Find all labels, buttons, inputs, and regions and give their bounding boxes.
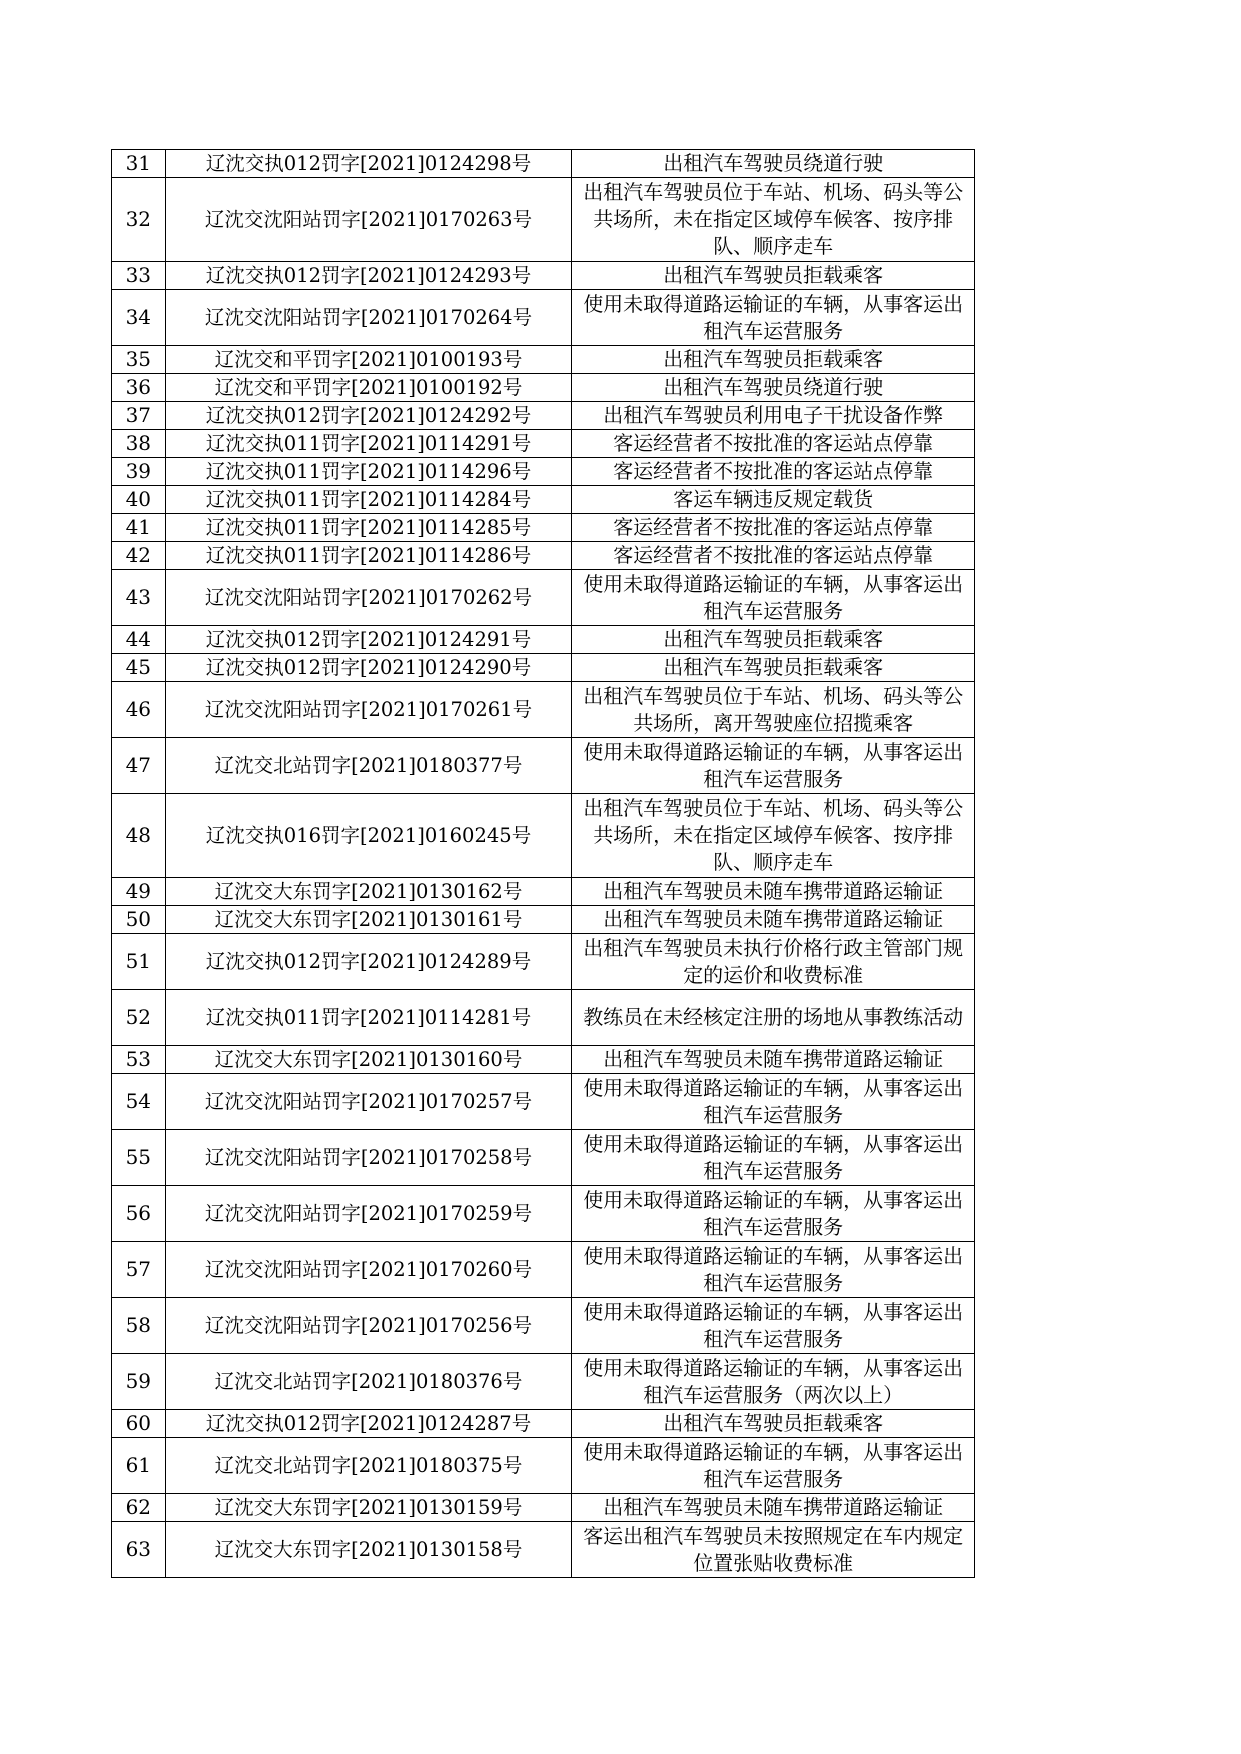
table-row bbox=[112, 1354, 975, 1410]
table-row bbox=[112, 570, 975, 626]
violation-reason-cell: 使用未取得道路运输证的车辆，从事客运出租汽车运营服务 bbox=[572, 738, 975, 794]
table-row bbox=[112, 794, 975, 878]
row-number-cell: 58 bbox=[112, 1298, 166, 1354]
violation-reason-cell: 出租汽车驾驶员拒载乘客 bbox=[572, 346, 975, 374]
table-row bbox=[112, 1074, 975, 1130]
row-number-cell: 51 bbox=[112, 934, 166, 990]
row-number-cell: 49 bbox=[112, 878, 166, 906]
table-row bbox=[112, 654, 975, 682]
row-number-cell: 57 bbox=[112, 1242, 166, 1298]
row-number-cell: 43 bbox=[112, 570, 166, 626]
violation-reason-cell: 出租汽车驾驶员绕道行驶 bbox=[572, 150, 975, 178]
row-number-cell: 63 bbox=[112, 1522, 166, 1578]
document-number-cell: 辽沈交执011罚字[2021]0114281号 bbox=[165, 990, 572, 1046]
table-row bbox=[112, 514, 975, 542]
row-number-cell: 52 bbox=[112, 990, 166, 1046]
violation-reason-cell: 使用未取得道路运输证的车辆，从事客运出租汽车运营服务 bbox=[572, 1242, 975, 1298]
document-number-cell: 辽沈交沈阳站罚字[2021]0170264号 bbox=[165, 290, 572, 346]
row-number-cell: 47 bbox=[112, 738, 166, 794]
violation-reason-cell: 教练员在未经核定注册的场地从事教练活动 bbox=[572, 990, 975, 1046]
table-row bbox=[112, 906, 975, 934]
violation-reason-cell: 出租汽车驾驶员未执行价格行政主管部门规定的运价和收费标准 bbox=[572, 934, 975, 990]
document-number-cell: 辽沈交执012罚字[2021]0124291号 bbox=[165, 626, 572, 654]
violation-reason-cell: 出租汽车驾驶员位于车站、机场、码头等公共场所，离开驾驶座位招揽乘客 bbox=[572, 682, 975, 738]
table-row bbox=[112, 262, 975, 290]
document-number-cell: 辽沈交沈阳站罚字[2021]0170256号 bbox=[165, 1298, 572, 1354]
violation-reason-cell: 出租汽车驾驶员未随车携带道路运输证 bbox=[572, 878, 975, 906]
table-row bbox=[112, 626, 975, 654]
violation-reason-cell: 客运车辆违反规定载货 bbox=[572, 486, 975, 514]
document-number-cell: 辽沈交执012罚字[2021]0124290号 bbox=[165, 654, 572, 682]
document-number-cell: 辽沈交和平罚字[2021]0100192号 bbox=[165, 374, 572, 402]
document-number-cell: 辽沈交沈阳站罚字[2021]0170260号 bbox=[165, 1242, 572, 1298]
violation-reason-cell: 客运经营者不按批准的客运站点停靠 bbox=[572, 514, 975, 542]
table-row bbox=[112, 1186, 975, 1242]
row-number-cell: 54 bbox=[112, 1074, 166, 1130]
table-row bbox=[112, 1522, 975, 1578]
document-number-cell: 辽沈交执012罚字[2021]0124289号 bbox=[165, 934, 572, 990]
row-number-cell: 44 bbox=[112, 626, 166, 654]
row-number-cell: 48 bbox=[112, 794, 166, 878]
violation-reason-cell: 使用未取得道路运输证的车辆，从事客运出租汽车运营服务 bbox=[572, 1074, 975, 1130]
violation-reason-cell: 出租汽车驾驶员未随车携带道路运输证 bbox=[572, 1494, 975, 1522]
table-row bbox=[112, 1438, 975, 1494]
row-number-cell: 46 bbox=[112, 682, 166, 738]
table-row bbox=[112, 878, 975, 906]
violation-reason-cell: 使用未取得道路运输证的车辆，从事客运出租汽车运营服务 bbox=[572, 1438, 975, 1494]
row-number-cell: 59 bbox=[112, 1354, 166, 1410]
violation-reason-cell: 使用未取得道路运输证的车辆，从事客运出租汽车运营服务 bbox=[572, 570, 975, 626]
table-row bbox=[112, 1298, 975, 1354]
violation-reason-cell: 出租汽车驾驶员位于车站、机场、码头等公共场所，未在指定区域停车候客、按序排队、顺序走车 bbox=[572, 178, 975, 262]
table-row bbox=[112, 1130, 975, 1186]
table-row bbox=[112, 738, 975, 794]
row-number-cell: 53 bbox=[112, 1046, 166, 1074]
table-row bbox=[112, 458, 975, 486]
document-number-cell: 辽沈交执011罚字[2021]0114285号 bbox=[165, 514, 572, 542]
row-number-cell: 55 bbox=[112, 1130, 166, 1186]
violation-reason-cell: 客运经营者不按批准的客运站点停靠 bbox=[572, 430, 975, 458]
violation-reason-cell: 出租汽车驾驶员绕道行驶 bbox=[572, 374, 975, 402]
row-number-cell: 33 bbox=[112, 262, 166, 290]
document-number-cell: 辽沈交和平罚字[2021]0100193号 bbox=[165, 346, 572, 374]
document-number-cell: 辽沈交北站罚字[2021]0180377号 bbox=[165, 738, 572, 794]
table-row bbox=[112, 990, 975, 1046]
violation-reason-cell: 使用未取得道路运输证的车辆，从事客运出租汽车运营服务 bbox=[572, 290, 975, 346]
row-number-cell: 31 bbox=[112, 150, 166, 178]
row-number-cell: 56 bbox=[112, 1186, 166, 1242]
table-row bbox=[112, 486, 975, 514]
penalty-records-body bbox=[112, 150, 975, 1578]
violation-reason-cell: 客运经营者不按批准的客运站点停靠 bbox=[572, 458, 975, 486]
document-number-cell: 辽沈交执012罚字[2021]0124298号 bbox=[165, 150, 572, 178]
violation-reason-cell: 出租汽车驾驶员拒载乘客 bbox=[572, 654, 975, 682]
violation-reason-cell: 出租汽车驾驶员未随车携带道路运输证 bbox=[572, 906, 975, 934]
document-number-cell: 辽沈交沈阳站罚字[2021]0170259号 bbox=[165, 1186, 572, 1242]
table-row bbox=[112, 374, 975, 402]
table-row bbox=[112, 934, 975, 990]
document-number-cell: 辽沈交执011罚字[2021]0114284号 bbox=[165, 486, 572, 514]
document-number-cell: 辽沈交北站罚字[2021]0180375号 bbox=[165, 1438, 572, 1494]
document-number-cell: 辽沈交沈阳站罚字[2021]0170258号 bbox=[165, 1130, 572, 1186]
row-number-cell: 50 bbox=[112, 906, 166, 934]
table-row bbox=[112, 346, 975, 374]
table-row bbox=[112, 542, 975, 570]
document-number-cell: 辽沈交沈阳站罚字[2021]0170261号 bbox=[165, 682, 572, 738]
document-number-cell: 辽沈交大东罚字[2021]0130158号 bbox=[165, 1522, 572, 1578]
row-number-cell: 62 bbox=[112, 1494, 166, 1522]
document-number-cell: 辽沈交执011罚字[2021]0114286号 bbox=[165, 542, 572, 570]
row-number-cell: 40 bbox=[112, 486, 166, 514]
table-row bbox=[112, 402, 975, 430]
row-number-cell: 32 bbox=[112, 178, 166, 262]
table-row bbox=[112, 1494, 975, 1522]
document-number-cell: 辽沈交执016罚字[2021]0160245号 bbox=[165, 794, 572, 878]
penalty-records-table bbox=[111, 149, 975, 1578]
table-row bbox=[112, 430, 975, 458]
table-row bbox=[112, 290, 975, 346]
row-number-cell: 39 bbox=[112, 458, 166, 486]
table-row bbox=[112, 178, 975, 262]
violation-reason-cell: 出租汽车驾驶员位于车站、机场、码头等公共场所，未在指定区域停车候客、按序排队、顺序走车 bbox=[572, 794, 975, 878]
row-number-cell: 37 bbox=[112, 402, 166, 430]
document-number-cell: 辽沈交沈阳站罚字[2021]0170263号 bbox=[165, 178, 572, 262]
table-row bbox=[112, 682, 975, 738]
violation-reason-cell: 客运出租汽车驾驶员未按照规定在车内规定位置张贴收费标准 bbox=[572, 1522, 975, 1578]
violation-reason-cell: 客运经营者不按批准的客运站点停靠 bbox=[572, 542, 975, 570]
violation-reason-cell: 使用未取得道路运输证的车辆，从事客运出租汽车运营服务 bbox=[572, 1186, 975, 1242]
row-number-cell: 36 bbox=[112, 374, 166, 402]
violation-reason-cell: 使用未取得道路运输证的车辆，从事客运出租汽车运营服务 bbox=[572, 1130, 975, 1186]
table-row bbox=[112, 150, 975, 178]
document-number-cell: 辽沈交沈阳站罚字[2021]0170262号 bbox=[165, 570, 572, 626]
table-row bbox=[112, 1410, 975, 1438]
violation-reason-cell: 出租汽车驾驶员利用电子干扰设备作弊 bbox=[572, 402, 975, 430]
violation-reason-cell: 出租汽车驾驶员未随车携带道路运输证 bbox=[572, 1046, 975, 1074]
violation-reason-cell: 出租汽车驾驶员拒载乘客 bbox=[572, 262, 975, 290]
violation-reason-cell: 使用未取得道路运输证的车辆，从事客运出租汽车运营服务（两次以上） bbox=[572, 1354, 975, 1410]
document-number-cell: 辽沈交大东罚字[2021]0130161号 bbox=[165, 906, 572, 934]
document-number-cell: 辽沈交执012罚字[2021]0124287号 bbox=[165, 1410, 572, 1438]
violation-reason-cell: 出租汽车驾驶员拒载乘客 bbox=[572, 626, 975, 654]
row-number-cell: 42 bbox=[112, 542, 166, 570]
violation-reason-cell: 使用未取得道路运输证的车辆，从事客运出租汽车运营服务 bbox=[572, 1298, 975, 1354]
document-number-cell: 辽沈交执012罚字[2021]0124292号 bbox=[165, 402, 572, 430]
document-number-cell: 辽沈交大东罚字[2021]0130162号 bbox=[165, 878, 572, 906]
row-number-cell: 38 bbox=[112, 430, 166, 458]
row-number-cell: 60 bbox=[112, 1410, 166, 1438]
document-number-cell: 辽沈交大东罚字[2021]0130160号 bbox=[165, 1046, 572, 1074]
document-number-cell: 辽沈交北站罚字[2021]0180376号 bbox=[165, 1354, 572, 1410]
violation-reason-cell: 出租汽车驾驶员拒载乘客 bbox=[572, 1410, 975, 1438]
row-number-cell: 34 bbox=[112, 290, 166, 346]
row-number-cell: 61 bbox=[112, 1438, 166, 1494]
document-number-cell: 辽沈交大东罚字[2021]0130159号 bbox=[165, 1494, 572, 1522]
row-number-cell: 45 bbox=[112, 654, 166, 682]
document-number-cell: 辽沈交执011罚字[2021]0114296号 bbox=[165, 458, 572, 486]
table-row bbox=[112, 1242, 975, 1298]
table-row bbox=[112, 1046, 975, 1074]
document-number-cell: 辽沈交沈阳站罚字[2021]0170257号 bbox=[165, 1074, 572, 1130]
document-number-cell: 辽沈交执012罚字[2021]0124293号 bbox=[165, 262, 572, 290]
document-number-cell: 辽沈交执011罚字[2021]0114291号 bbox=[165, 430, 572, 458]
row-number-cell: 35 bbox=[112, 346, 166, 374]
row-number-cell: 41 bbox=[112, 514, 166, 542]
